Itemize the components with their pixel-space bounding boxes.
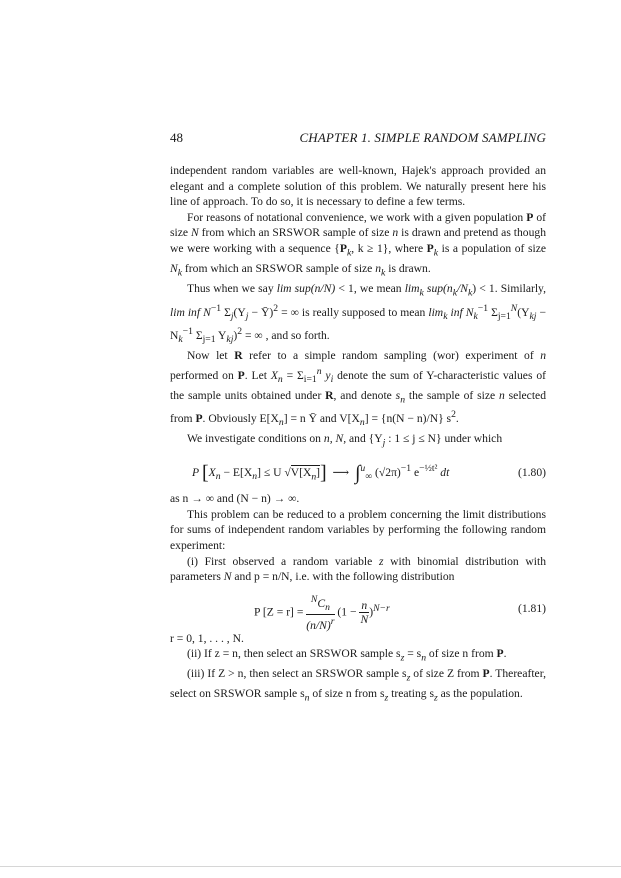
- text: from which an SRSWOR sample of size: [198, 226, 393, 240]
- sub-z: z: [400, 652, 405, 664]
- text: denote the sum of Y-characteristic values of the sample units obtained under: [170, 368, 546, 402]
- math: /N: [457, 281, 468, 295]
- sym-Pk: P: [339, 241, 347, 255]
- fraction: [306, 593, 334, 633]
- text: is a population of size: [438, 241, 546, 255]
- arrow: ⟶: [332, 466, 350, 480]
- eq-text: ): [369, 605, 374, 619]
- text: treating s: [388, 687, 434, 701]
- frac-top: [306, 593, 334, 615]
- text: For reasons of notational convenience, we work with a given population: [187, 210, 527, 224]
- text: ] = n Ȳ and V[X: [283, 412, 360, 426]
- paragraph-10: [170, 646, 546, 666]
- integral-sign: ∫: [354, 462, 361, 485]
- text: performed on: [170, 368, 238, 382]
- eq-P: P: [192, 466, 200, 480]
- sub-n: n: [400, 393, 406, 405]
- sub-k: k: [467, 287, 473, 299]
- sub-kj: kj: [529, 310, 537, 322]
- sub-z: z: [433, 692, 438, 704]
- integral-lower: ∞: [365, 471, 373, 483]
- sym-R: R: [234, 349, 243, 363]
- sum-lower: j=1: [202, 334, 216, 346]
- text: ) < 1. Similarly,: [472, 281, 547, 295]
- sub-j: j: [245, 310, 249, 322]
- sup: r: [330, 615, 335, 627]
- text: .: [455, 412, 459, 426]
- math: inf N: [447, 305, 474, 319]
- text: refer to a simple random sampling (wor) experiment of: [242, 349, 541, 363]
- text: . Let: [244, 368, 271, 382]
- sym-P: P: [482, 667, 490, 681]
- math: ): [233, 329, 238, 343]
- math: Σ: [488, 305, 498, 319]
- fraction: [359, 599, 369, 627]
- sym-P: P: [526, 210, 534, 224]
- sub: n: [325, 601, 330, 613]
- sub-kj: kj: [226, 334, 234, 346]
- eq-text: ]: [316, 466, 321, 480]
- math: lim: [404, 281, 420, 295]
- math: n, N,: [323, 432, 347, 446]
- math: X: [270, 368, 278, 382]
- eq-text: (n/N): [306, 618, 331, 632]
- text: and {Y: [346, 432, 383, 446]
- sym-z: z: [378, 554, 384, 568]
- text: of size: [170, 210, 546, 240]
- equation-1-80: [170, 453, 546, 489]
- sup-inv: −1: [477, 302, 489, 314]
- math: (Y: [233, 305, 246, 319]
- text: (ii) If z = n, then select an SRSWOR sample s: [187, 647, 401, 661]
- sub-k: k: [346, 247, 352, 259]
- eq-text: V[X: [290, 466, 312, 480]
- equation-expression: [254, 593, 390, 633]
- sub-n: n: [311, 471, 317, 483]
- integral-upper: u: [360, 463, 366, 475]
- text: : 1 ≤ j ≤ N} under which: [385, 432, 503, 446]
- sym-n: n: [392, 226, 399, 240]
- page-edge-line: [0, 866, 621, 867]
- frac-bottom: [359, 613, 369, 627]
- sup: N−r: [373, 602, 390, 614]
- sup: N: [310, 593, 318, 605]
- body-text: [170, 163, 546, 706]
- text: of size n from s: [309, 687, 385, 701]
- sum-lower: i=1: [303, 373, 317, 385]
- sym-N: N: [223, 570, 232, 584]
- paragraph-5: [170, 431, 546, 451]
- text: with binomial distribution with parameters: [170, 554, 547, 584]
- sym-n: n: [499, 388, 505, 402]
- text: = ∞ is really supposed to mean: [278, 305, 429, 319]
- text: as the population.: [437, 687, 523, 701]
- sup-2: 2: [273, 302, 279, 314]
- sub-n: n: [359, 417, 365, 429]
- text: We investigate conditions on: [187, 432, 324, 446]
- sum-lower: j=1: [497, 310, 511, 322]
- text: selected from: [170, 388, 546, 426]
- eq-X: X: [208, 466, 216, 480]
- sub-z: z: [406, 672, 411, 684]
- sub-n: n: [252, 471, 258, 483]
- text: , and denote: [333, 388, 396, 402]
- equation-expression: P [$X_n - E[X_n] \le U$ $√V[X_n]$] ⟶ ∫$^u_\infty$ $(√2\pi)^{-1}$ $e^{-\frac{1}{2}t^2}$ dt: [192, 462, 450, 485]
- sym-Pk: P: [426, 241, 434, 255]
- math: Σ: [192, 329, 203, 343]
- sym-n: n: [540, 349, 547, 363]
- math: = Σ: [282, 368, 304, 382]
- sub-n: n: [278, 417, 284, 429]
- sub-n: n: [215, 471, 221, 483]
- eq-text: P [Z = r] =: [254, 605, 304, 619]
- frac-bottom: [306, 615, 334, 633]
- sub-n: n: [421, 652, 427, 664]
- text: , k ≥ 1}, where: [351, 241, 427, 255]
- text: and p = n/N, i.e. with the following distribution: [231, 570, 455, 584]
- text: ] = {n(N − n)/N} s: [364, 412, 452, 426]
- text: of size n from: [426, 647, 497, 661]
- sym-R: R: [325, 388, 334, 402]
- sub-k: k: [473, 310, 478, 322]
- paragraph-3: [170, 281, 546, 348]
- math: − N: [170, 305, 546, 343]
- sub-j: j: [382, 437, 386, 449]
- sub-k: k: [433, 247, 439, 259]
- sub-n: n: [304, 692, 310, 704]
- paragraph-8: [170, 554, 546, 585]
- sup: −1: [400, 463, 412, 475]
- sup-inv: −1: [182, 326, 193, 338]
- equation-number: (1.80): [517, 466, 546, 480]
- text: .: [503, 647, 507, 661]
- sym-P: P: [195, 412, 203, 426]
- sub-i: i: [330, 373, 334, 385]
- sup-2: 2: [451, 409, 456, 421]
- sym-nk: n: [375, 261, 382, 275]
- sub-k: k: [177, 267, 183, 279]
- sum-upper: N: [510, 302, 518, 314]
- eq-text: e: [411, 466, 420, 480]
- math-liminf: lim inf N: [170, 305, 211, 319]
- text: (iii) If Z > n, then select an SRSWOR sample s: [187, 667, 407, 681]
- equation-1-81: [170, 587, 546, 632]
- text: . Obviously E[X: [202, 412, 279, 426]
- sub-k: k: [452, 287, 457, 299]
- text: (i) First observed a random variable: [187, 554, 379, 568]
- math: sup(n: [423, 281, 453, 295]
- frac-top: [359, 599, 369, 613]
- sym-P: P: [237, 368, 245, 382]
- sup-inv: −1: [210, 302, 222, 314]
- text: of size Z from: [410, 667, 483, 681]
- text: < 1, we mean: [335, 281, 405, 295]
- eq-text: − E[X: [220, 466, 253, 480]
- sym-P: P: [496, 647, 504, 661]
- text: is drawn and pretend as though we were working with a sequence {: [170, 226, 546, 255]
- math: Y: [215, 329, 227, 343]
- sub-k: k: [178, 334, 183, 346]
- page-number: 48: [170, 130, 183, 145]
- math: Σ: [221, 305, 231, 319]
- sub-j: j: [230, 310, 234, 322]
- math: (Y: [517, 305, 530, 319]
- paragraph-2: [170, 210, 546, 281]
- equation-number: (1.81): [517, 601, 546, 615]
- sup-2: 2: [237, 326, 243, 338]
- paragraph-6: as n → ∞ and (N − n) → ∞.: [170, 492, 300, 506]
- text: Now let: [187, 349, 235, 363]
- text: = s: [404, 647, 422, 661]
- sub-k: k: [443, 310, 448, 322]
- sym-N: N: [190, 226, 199, 240]
- sup: −½t²: [419, 463, 438, 475]
- text: . Thereafter, select on SRSWOR sample s: [170, 667, 546, 701]
- chapter-title: CHAPTER 1. SIMPLE RANDOM SAMPLING: [299, 130, 546, 145]
- paragraph-4: Now let R refer to a simple random sampling (wor) experiment of n performed on P. Let $X_n = \Sigma_{i=1}^n$ $y_i$ denote the sum of Y-characteristic values of the sample units obtained under R, and denote $s_n$ the sample of size n selected from P. Obviously $E[X_n] = n$ Ȳ and $V[X_n] = \{n(N - n)/N\}$ $s^2$.: [170, 349, 547, 429]
- text: from which an SRSWOR sample of size: [182, 261, 376, 275]
- text: = ∞ , and so forth.: [242, 329, 330, 343]
- sum-upper: n: [316, 365, 322, 377]
- text: the sample of size: [405, 388, 499, 402]
- text: is drawn.: [385, 261, 431, 275]
- math: y: [321, 368, 331, 382]
- paragraph-9: r = 0, 1, . . . , N.: [170, 631, 244, 645]
- paragraph-11: [170, 666, 546, 706]
- eq-text: N: [360, 612, 369, 626]
- eq-text: C: [317, 596, 326, 610]
- sub-k: k: [419, 287, 424, 299]
- paragraph-7: This problem can be reduced to a problem concerning the limit distributions for sums of independent random variables by performing the following random experiment:: [170, 507, 546, 552]
- sub-z: z: [384, 692, 389, 704]
- text: Thus when we say: [187, 281, 277, 295]
- paragraph-1: independent random variables are well-known, Hajek's approach provided an elegant and a complete solution of this problem. We naturally present here his line of approach. To do so, it is necessary to define a few terms.: [170, 164, 546, 209]
- math-limsup: lim sup(n/N): [276, 281, 336, 295]
- eq-text: n: [361, 598, 368, 612]
- eq-text: (√2π): [375, 466, 401, 480]
- eq-text: dt: [437, 466, 450, 480]
- math: − Ȳ): [248, 305, 274, 319]
- sub-k: k: [381, 267, 386, 279]
- sqrt-content: [290, 465, 321, 483]
- eq-text: ] ≤ U √: [257, 466, 291, 480]
- eq-text: (1 −: [334, 605, 360, 619]
- sym-Nk: N: [170, 261, 178, 275]
- sub-n: n: [277, 373, 283, 385]
- math: lim: [428, 305, 444, 319]
